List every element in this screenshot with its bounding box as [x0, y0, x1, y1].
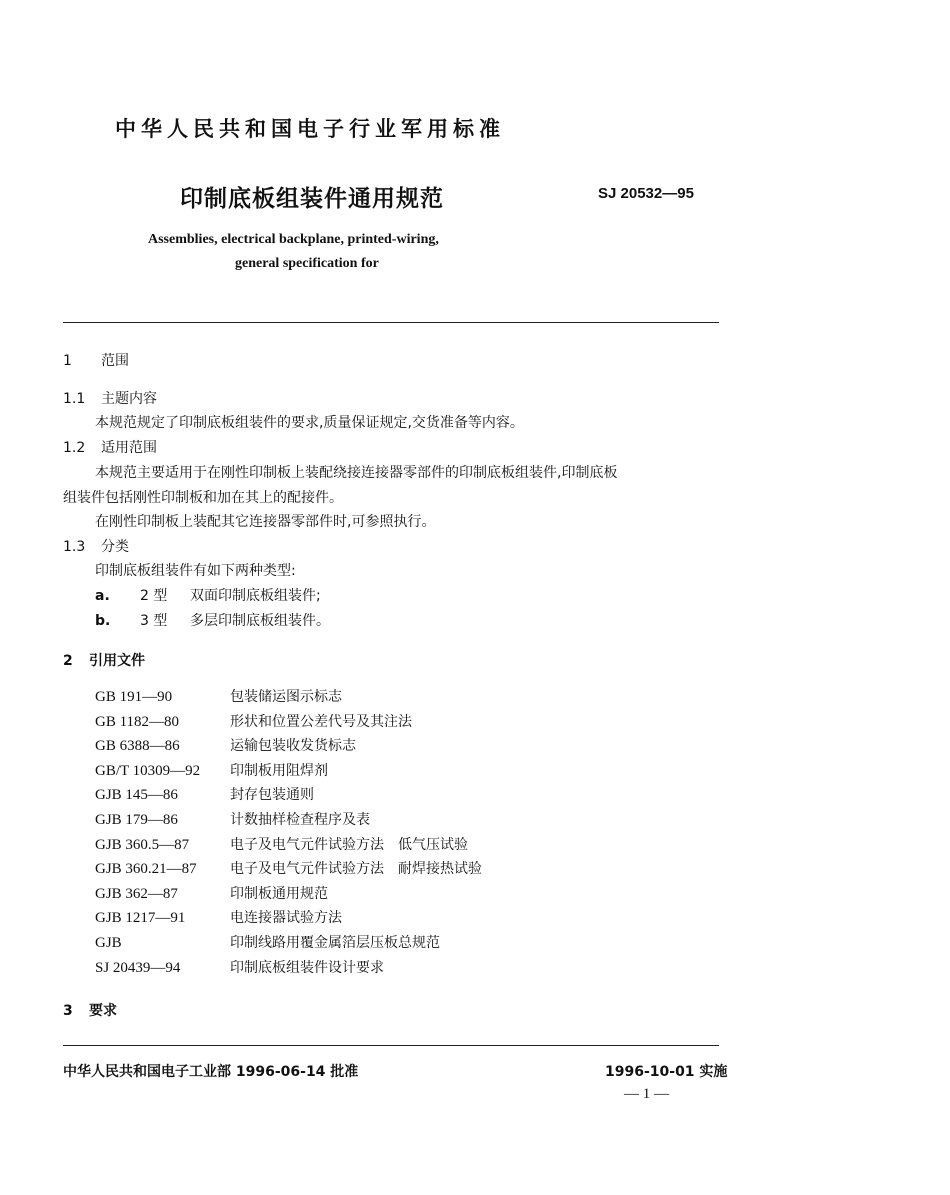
section-1-1-heading	[63, 388, 157, 408]
section-number: 1.1	[63, 391, 86, 407]
footer-divider	[63, 1045, 719, 1046]
section-1-2-heading	[63, 437, 157, 457]
reference-code: GJB 1217—91	[95, 910, 186, 927]
reference-row	[95, 735, 356, 755]
reference-row	[95, 686, 342, 706]
reference-row	[95, 809, 370, 829]
reference-row	[95, 711, 412, 731]
reference-title: 包装储运图示标志	[230, 689, 342, 705]
reference-code: GJB	[95, 935, 122, 951]
reference-code: SJ 20439—94	[95, 959, 181, 976]
approval-line: 中华人民共和国电子工业部 1996-06-14 批准	[63, 1064, 359, 1080]
header-divider	[63, 322, 719, 323]
section-number: 2	[63, 653, 73, 669]
section-number: 1.3	[63, 539, 86, 555]
reference-code: GJB 360.5—87	[95, 836, 190, 853]
reference-title: 计数抽样检查程序及表	[230, 812, 370, 828]
standard-category: 中华人民共和国电子行业军用标准	[115, 117, 505, 141]
reference-row	[95, 907, 342, 927]
reference-title: 封存包装通则	[230, 787, 314, 804]
reference-row	[95, 883, 328, 903]
list-type: 3 型	[140, 613, 168, 629]
reference-row	[95, 957, 384, 977]
section-title: 适用范围	[101, 440, 157, 456]
reference-title: 印制板通用规范	[230, 885, 328, 902]
reference-code: GJB 360.21—87	[95, 861, 197, 878]
section-1-3-intro: 印制底板组装件有如下两种类型:	[95, 563, 296, 579]
list-marker: a.	[95, 588, 110, 604]
reference-title: 形状和位置公差代号及其注法	[230, 713, 412, 730]
document-title-en-line1: Assemblies, electrical backplane, printed-wiring,	[148, 232, 439, 247]
section-title: 主题内容	[101, 391, 157, 407]
section-title: 范围	[101, 353, 129, 369]
list-item	[95, 585, 321, 605]
section-title: 引用文件	[89, 653, 145, 669]
reference-row	[95, 760, 328, 780]
list-type: 2 型	[140, 588, 168, 604]
list-desc: 双面印制底板组装件;	[190, 588, 321, 604]
reference-code: GB 191—90	[95, 689, 173, 705]
document-title-cn: 印制底板组装件通用规范	[180, 186, 444, 212]
section-1-2-para1-line1: 本规范主要适用于在刚性印制板上装配绕接连接器零部件的印制底板组装件,印制底板	[95, 465, 618, 481]
reference-code: GB 1182—80	[95, 713, 180, 730]
section-1-3-heading	[63, 536, 129, 556]
list-marker: b.	[95, 613, 111, 629]
reference-title: 印制底板组装件设计要求	[230, 959, 384, 976]
section-3-heading	[63, 1000, 117, 1020]
section-number: 1.2	[63, 440, 86, 456]
reference-title: 印制板用阻焊剂	[230, 762, 328, 779]
reference-title: 电连接器试验方法	[230, 910, 342, 927]
section-1-2-para2: 在刚性印制板上装配其它连接器零部件时,可参照执行。	[95, 514, 436, 530]
list-item	[95, 610, 330, 630]
reference-code: GB/T 10309—92	[95, 762, 201, 779]
section-number: 3	[63, 1003, 73, 1019]
page-number: — 1 —	[624, 1086, 669, 1102]
section-1-2-para1-line2: 组装件包括刚性印制板和加在其上的配接件。	[63, 490, 343, 506]
reference-code: GJB 179—86	[95, 812, 178, 828]
reference-row	[95, 932, 440, 952]
reference-code: GB 6388—86	[95, 738, 180, 755]
reference-title: 电子及电气元件试验方法 耐焊接热试验	[230, 861, 482, 878]
reference-row	[95, 834, 468, 854]
list-desc: 多层印制底板组装件。	[190, 613, 330, 629]
reference-title: 印制线路用覆金属箔层压板总规范	[230, 935, 440, 951]
reference-code: GJB 362—87	[95, 885, 178, 902]
document-title-en-line2: general specification for	[235, 256, 379, 271]
section-2-heading	[63, 650, 145, 670]
section-title: 要求	[89, 1003, 117, 1019]
reference-row	[95, 858, 482, 878]
reference-title: 运输包装收发货标志	[230, 738, 356, 755]
reference-row	[95, 784, 314, 804]
implementation-date: 1996-10-01 实施	[605, 1064, 728, 1080]
section-1-1-text: 本规范规定了印制底板组装件的要求,质量保证规定,交货准备等内容。	[95, 415, 524, 431]
section-number: 1	[63, 353, 72, 369]
reference-code: GJB 145—86	[95, 787, 178, 804]
standard-number: SJ 20532—95	[598, 185, 694, 202]
reference-title: 电子及电气元件试验方法 低气压试验	[230, 836, 468, 853]
section-title: 分类	[101, 539, 129, 555]
section-1-heading	[63, 350, 129, 370]
